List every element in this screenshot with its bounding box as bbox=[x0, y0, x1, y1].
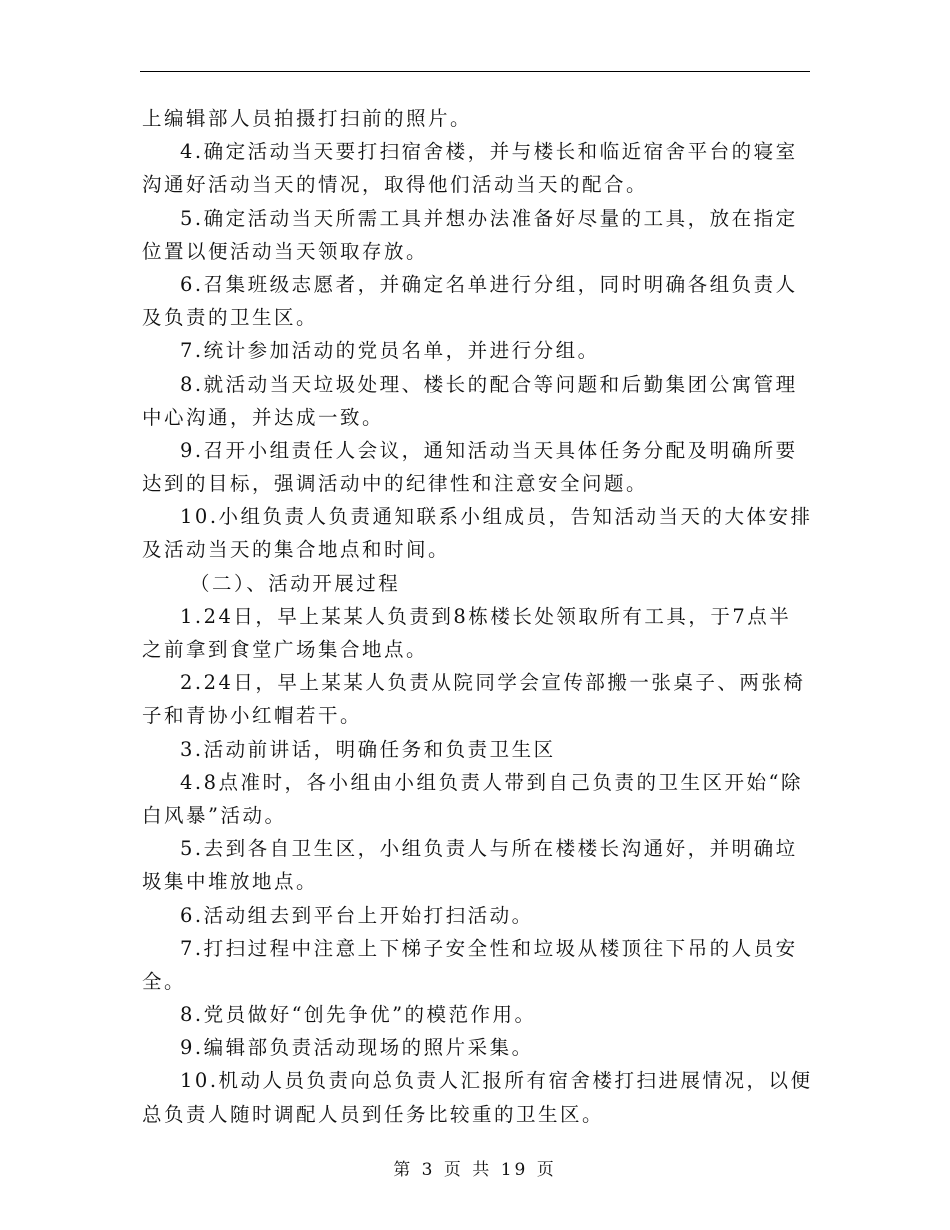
text-line: 9.召开小组责任人会议，通知活动当天具体任务分配及明确所要 bbox=[180, 438, 798, 462]
section-heading: （二）、活动开展过程 bbox=[190, 571, 401, 595]
text-line: 9.编辑部负责活动现场的照片采集。 bbox=[180, 1036, 534, 1060]
text-line: 2.24日，早上某某人负责从院同学会宣传部搬一张桌子、两张椅 bbox=[180, 671, 806, 695]
text-line: 10.小组负责人负责通知联系小组成员，告知活动当天的大体安排 bbox=[180, 505, 813, 529]
text-line: 10.机动人员负责向总负责人汇报所有宿舍楼打扫进展情况，以便 bbox=[180, 1069, 813, 1093]
text-line: 1.24日，早上某某人负责到8栋楼长处领取所有工具，于7点半 bbox=[180, 604, 792, 628]
page-number-footer: 第 3 页 共 19 页 bbox=[393, 1160, 557, 1180]
text-line: 上编辑部人员拍摄打扫前的照片。 bbox=[142, 107, 473, 130]
text-line: 全。 bbox=[142, 969, 187, 993]
text-line: 6.活动组去到平台上开始打扫活动。 bbox=[180, 903, 534, 927]
text-line: 子和青协小红帽若干。 bbox=[142, 704, 363, 728]
text-line: 6.召集班级志愿者，并确定名单进行分组，同时明确各组负责人 bbox=[180, 272, 798, 296]
text-line: 4.8点准时，各小组由小组负责人带到自己负责的卫生区开始“除 bbox=[180, 770, 803, 794]
text-line: 3.活动前讲话，明确任务和负责卫生区 bbox=[180, 737, 556, 761]
text-line: 及负责的卫生区。 bbox=[142, 306, 319, 330]
document-body bbox=[142, 102, 813, 1131]
text-line: 及活动当天的集合地点和时间。 bbox=[142, 538, 451, 562]
text-line: 5.去到各自卫生区，小组负责人与所在楼楼长沟通好，并明确垃 bbox=[180, 837, 798, 861]
text-line: 8.就活动当天垃圾处理、楼长的配合等问题和后勤集团公寓管理 bbox=[180, 372, 798, 396]
text-line: 中心沟通，并达成一致。 bbox=[142, 405, 385, 429]
text-line: 7.统计参加活动的党员名单，并进行分组。 bbox=[180, 339, 600, 363]
text-line: 圾集中堆放地点。 bbox=[142, 870, 319, 894]
text-line: 之前拿到食堂广场集合地点。 bbox=[142, 638, 429, 661]
text-line: 沟通好活动当天的情况，取得他们活动当天的配合。 bbox=[142, 173, 649, 197]
header-rule bbox=[140, 71, 810, 72]
text-line: 总负责人随时调配人员到任务比较重的卫生区。 bbox=[142, 1102, 605, 1126]
text-line: 8.党员做好“创先争优”的模范作用。 bbox=[180, 1003, 537, 1027]
text-line: 5.确定活动当天所需工具并想办法准备好尽量的工具，放在指定 bbox=[180, 206, 798, 230]
text-line: 白风暴”活动。 bbox=[142, 803, 287, 827]
text-line: 4.确定活动当天要打扫宿舍楼，并与楼长和临近宿舍平台的寝室 bbox=[180, 140, 798, 164]
text-line: 位置以便活动当天领取存放。 bbox=[142, 239, 429, 263]
text-line: 达到的目标，强调活动中的纪律性和注意安全问题。 bbox=[142, 472, 649, 496]
text-line: 7.打扫过程中注意上下梯子安全性和垃圾从楼顶往下吊的人员安 bbox=[180, 936, 798, 960]
